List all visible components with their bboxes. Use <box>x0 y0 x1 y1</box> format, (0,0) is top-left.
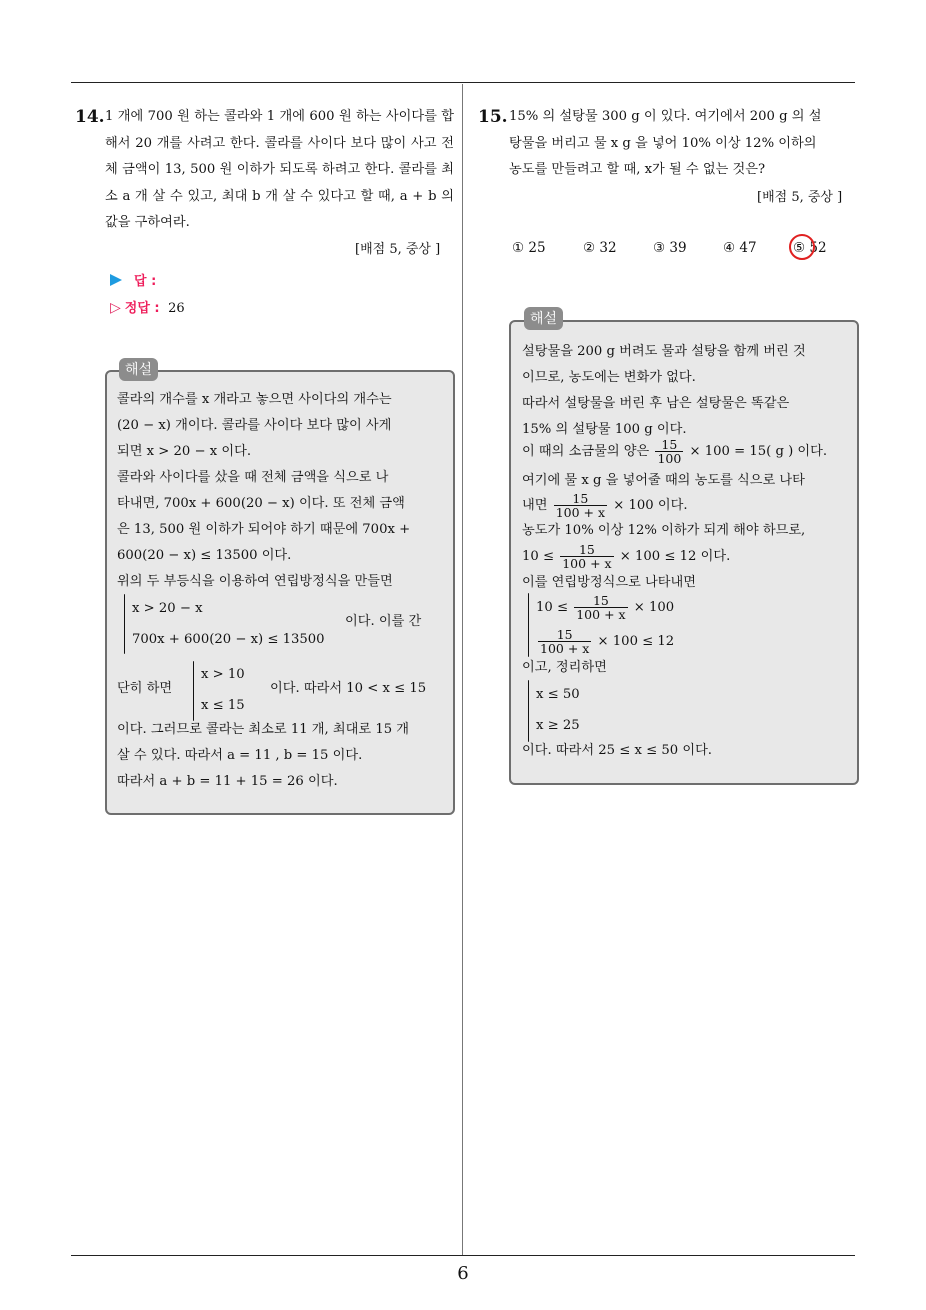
q14-answer-row <box>110 270 156 289</box>
q14-explanation-tail <box>117 717 442 795</box>
q14-text: 1 개에 700 원 하는 콜라와 1 개에 600 원 하는 사이다를 합해서 20 개를 사려고 한다. 콜라를 사이다 보다 많이 사고 전체 금액이 13, 500 원 이하가 되도록 하려고 한다. 콜라를 최소 a 개 살 수 있고, 최대 b 개 살 수 있다고 할 때, a + b 의 값을 구하여라. <box>105 109 454 230</box>
q14-correct-label: 정답 : <box>124 301 160 316</box>
q15-system1-row-b-post: × 100 ≤ 12 <box>597 634 675 649</box>
fraction-denominator: 100 <box>657 451 682 466</box>
q15-system1-row-a-pre: 10 ≤ <box>536 600 569 615</box>
q15-exp-line9-pre: 10 ≤ <box>522 549 555 564</box>
q14-system1-row-a: x > 20 − x <box>132 601 203 616</box>
fraction-numerator: 15 <box>661 437 678 452</box>
fraction-numerator: 15 <box>572 491 589 506</box>
fraction-denominator: 100 + x <box>576 607 626 622</box>
q15-choice-5[interactable]: ⑤ 52 <box>793 240 827 256</box>
q14-exp-line: 콜라의 개수를 x 개라고 놓으면 사이다의 개수는 <box>117 392 392 407</box>
q15-exp-line5-post: × 100 = 15( g ) 이다. <box>689 444 828 459</box>
bottom-rule <box>71 1255 855 1256</box>
q15-exp-line: 15% 의 설탕물 100 g 이다. <box>522 422 687 437</box>
q15-system2-brace <box>528 680 529 742</box>
q15-score: [배점 5, 중상 ] <box>757 190 843 205</box>
q15-system1-brace <box>528 593 529 657</box>
q15-choice-1[interactable]: ① 25 <box>512 240 546 256</box>
q14-exp-line: 이다. 그러므로 콜라는 최소로 11 개, 최대로 15 개 <box>117 722 410 737</box>
q15-exp-line: 따라서 설탕물을 버린 후 남은 설탕물은 똑같은 <box>522 396 790 411</box>
q14-exp-line: (20 − x) 개이다. 콜라를 사이다 보다 많이 사게 <box>117 418 392 433</box>
page-number: 6 <box>457 1263 469 1284</box>
q15-exp-line8: 농도가 10% 이상 12% 이하가 되게 해야 하므로, <box>522 523 806 538</box>
q15-explanation-tab: 해설 <box>524 307 563 330</box>
q15-exp-line10: 이를 연립방정식으로 나타내면 <box>522 575 696 590</box>
q14-system1-brace <box>124 594 125 654</box>
q14-explanation-tab: 해설 <box>119 358 158 381</box>
fraction-denominator: 100 + x <box>555 505 606 520</box>
q15-exp-line: 설탕물을 200 g 버려도 물과 설탕을 함께 버린 것 <box>522 344 806 359</box>
q14-system1-row-b: 700x + 600(20 − x) ≤ 13500 <box>132 632 325 647</box>
fraction <box>560 543 613 570</box>
q15-exp-line11: 이고, 정리하면 <box>522 660 607 675</box>
q15-exp-line7 <box>522 492 688 519</box>
q14-system2-row-a: x > 10 <box>201 667 245 682</box>
fraction-numerator: 15 <box>592 593 609 608</box>
triangle-outline-icon: ▷ <box>110 300 121 316</box>
q15-exp-line9-post: × 100 ≤ 12 이다. <box>619 549 731 564</box>
q15-system1-row-a-post: × 100 <box>633 600 675 615</box>
q14-explanation-body <box>117 387 442 595</box>
fraction-denominator: 100 + x <box>562 556 612 571</box>
q15-number: 15. <box>478 107 508 127</box>
q14-exp-line: 콜라와 사이다를 샀을 때 전체 금액을 식으로 나 <box>117 470 389 485</box>
fraction <box>538 628 591 655</box>
q14-system2-pre: 단히 하면 <box>117 681 173 696</box>
q14-system2-post: 이다. 따라서 10 < x ≤ 15 <box>270 681 427 696</box>
q15-exp-line6: 여기에 물 x g 을 넣어줄 때의 농도를 식으로 나타 <box>522 473 805 488</box>
fraction <box>655 438 683 465</box>
play-arrow-icon <box>110 274 122 286</box>
fraction <box>574 594 627 621</box>
q14-answer-label: 답 : <box>134 274 157 289</box>
fraction <box>554 492 607 519</box>
q15-choice-4[interactable]: ④ 47 <box>723 240 757 256</box>
fraction-denominator: 100 + x <box>540 641 590 656</box>
q14-system1-after: 이다. 이를 간 <box>345 614 422 629</box>
q15-text-line: 농도를 만들려고 할 때, x가 될 수 없는 것은? <box>509 162 766 177</box>
q15-exp-line5 <box>522 438 827 465</box>
q14-exp-line: 600(20 − x) ≤ 13500 이다. <box>117 548 292 563</box>
q14-system2-brace <box>193 661 194 721</box>
q14-exp-line: 따라서 a + b = 11 + 15 = 26 이다. <box>117 774 338 789</box>
q14-number: 14. <box>75 107 105 127</box>
q15-choice-2[interactable]: ② 32 <box>583 240 617 256</box>
q15-text-line: 탕물을 버리고 물 x g 을 넣어 10% 이상 12% 이하의 <box>509 135 817 151</box>
selected-answer-circle-icon <box>789 234 815 260</box>
top-rule <box>71 82 855 83</box>
q14-exp-line: 은 13, 500 원 이하가 되어야 하기 때문에 700x + <box>117 522 411 537</box>
q14-system2-row-b: x ≤ 15 <box>201 698 245 713</box>
q15-exp-line: 이므로, 농도에는 변화가 없다. <box>522 370 696 385</box>
q15-exp-line9 <box>522 543 730 570</box>
q15-explanation-body <box>522 339 847 443</box>
fraction-numerator: 15 <box>578 542 595 557</box>
q15-text <box>509 104 859 184</box>
q15-system1-row-b <box>536 628 674 655</box>
q15-exp-line7-post: × 100 이다. <box>613 498 688 513</box>
q14-correct-row <box>110 297 185 316</box>
q15-exp-line7-pre: 내면 <box>522 498 548 513</box>
q14-correct-value: 26 <box>168 301 185 316</box>
q14-exp-line: 되면 x > 20 − x 이다. <box>117 444 252 459</box>
q15-system2-row-a: x ≤ 50 <box>536 687 580 702</box>
q15-exp-line12: 이다. 따라서 25 ≤ x ≤ 50 이다. <box>522 743 712 758</box>
q14-exp-line: 타내면, 700x + 600(20 − x) 이다. 또 전체 금액 <box>117 496 405 511</box>
q15-choice-3[interactable]: ③ 39 <box>653 240 687 256</box>
column-divider <box>462 84 463 1256</box>
q15-system2-row-b: x ≥ 25 <box>536 718 580 733</box>
q14-exp-line: 살 수 있다. 따라서 a = 11 , b = 15 이다. <box>117 748 363 763</box>
q14-exp-line: 위의 두 부등식을 이용하여 연립방정식을 만들면 <box>117 574 393 589</box>
q15-system1-row-a <box>536 594 674 621</box>
q14-score: [배점 5, 중상 ] <box>355 242 441 257</box>
q15-exp-line5-pre: 이 때의 소금물의 양은 <box>522 444 650 459</box>
q15-text-line: 15% 의 설탕물 300 g 이 있다. 여기에서 200 g 의 설 <box>509 109 822 124</box>
fraction-numerator: 15 <box>556 627 573 642</box>
